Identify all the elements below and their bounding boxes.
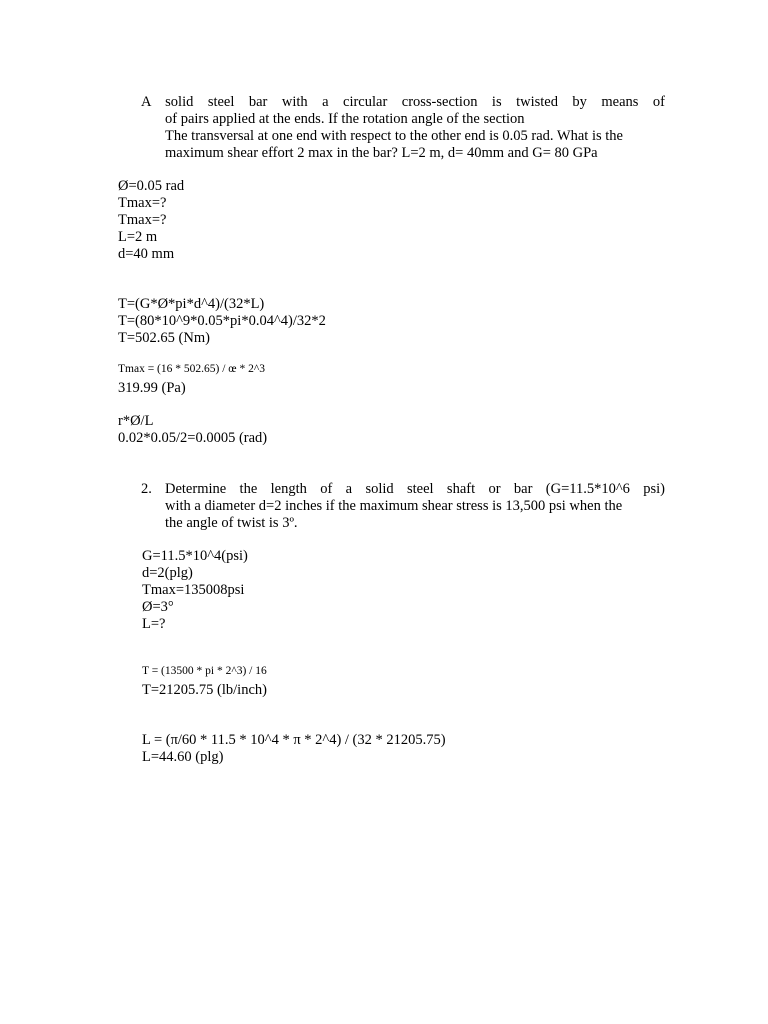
length-result: L=44.60 (plg)	[142, 749, 224, 765]
problem-2-line-1-text: Determine the length of a solid steel shaft or bar (G=11.5*10^6 psi)	[165, 481, 665, 497]
problem-2-number: 2.	[141, 481, 152, 497]
problem-1-line-4: maximum shear effort 2 max in the bar? L=2 m, d= 40mm and G= 80 GPa	[165, 145, 598, 161]
torque-result-2: T=21205.75 (lb/inch)	[142, 682, 267, 698]
given-angle-2: Ø=3°	[142, 599, 174, 615]
problem-1-statement	[141, 94, 665, 162]
given-diameter: d=40 mm	[118, 246, 175, 262]
length-calculation-2	[142, 732, 446, 766]
tmax-result: 319.99 (Pa)	[118, 380, 186, 396]
angle-result: 0.02*0.05/2=0.0005 (rad)	[118, 430, 268, 446]
given-values-2	[142, 548, 248, 633]
torque-formula: T=(G*Ø*pi*d^4)/(32*L)	[118, 296, 265, 312]
problem-2-line-2: with a diameter d=2 inches if the maximum shear stress is 13,500 psi when the	[165, 498, 623, 514]
given-angle: Ø=0.05 rad	[118, 178, 185, 194]
tmax-calculation-1	[118, 362, 265, 397]
tmax-formula: Tmax = (16 * 502.65) / œ * 2^3	[118, 363, 265, 375]
problem-1-line-1: A solid steel bar with a circular cross-section is twisted by means of	[141, 94, 665, 110]
given-shear-modulus: G=11.5*10^4(psi)	[142, 548, 248, 564]
given-values-1	[118, 178, 184, 263]
angle-calculation-1	[118, 413, 267, 447]
given-tmax-2: Tmax=135008psi	[142, 582, 245, 598]
given-length-2: L=?	[142, 616, 166, 632]
length-formula: L = (π/60 * 11.5 * 10^4 * π * 2^4) / (32 * 21205.75)	[142, 732, 446, 748]
problem-1-line-2: of pairs applied at the ends. If the rotation angle of the section	[165, 111, 525, 127]
torque-formula-2: T = (13500 * pi * 2^3) / 16	[142, 665, 267, 677]
torque-substitution: T=(80*10^9*0.05*pi*0.04^4)/32*2	[118, 313, 326, 329]
problem-2-line-3: the angle of twist is 3º.	[165, 515, 298, 531]
given-tmax: Tmax=?	[118, 195, 167, 211]
given-tmax-repeat: Tmax=?	[118, 212, 167, 228]
torque-calculation-2	[142, 664, 267, 699]
problem-2-statement	[141, 481, 665, 532]
given-diameter-2: d=2(plg)	[142, 565, 193, 581]
problem-1-line-3: The transversal at one end with respect to the other end is 0.05 rad. What is the	[165, 128, 623, 144]
torque-result: T=502.65 (Nm)	[118, 330, 210, 346]
problem-2-line-1	[141, 481, 665, 498]
given-length: L=2 m	[118, 229, 158, 245]
angle-formula: r*Ø/L	[118, 413, 154, 429]
torque-calculation-1	[118, 296, 326, 347]
